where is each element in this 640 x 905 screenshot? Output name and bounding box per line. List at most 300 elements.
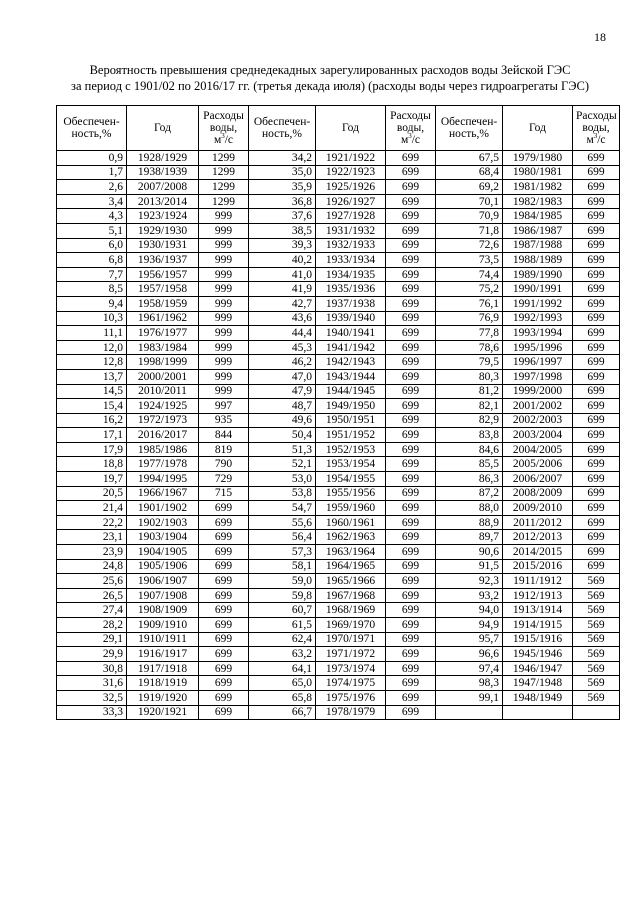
cell-flow: 999 bbox=[199, 369, 249, 384]
cell-year: 1919/1920 bbox=[127, 690, 199, 705]
cell-year bbox=[503, 705, 573, 720]
cell-year: 1933/1934 bbox=[316, 253, 386, 268]
cell-flow: 699 bbox=[386, 180, 436, 195]
cell-flow: 699 bbox=[199, 515, 249, 530]
table-row bbox=[57, 355, 620, 370]
cell-flow: 699 bbox=[573, 399, 620, 414]
cell-probability: 64,1 bbox=[249, 661, 316, 676]
cell-flow: 1299 bbox=[199, 194, 249, 209]
cell-probability: 35,9 bbox=[249, 180, 316, 195]
cell-probability: 69,2 bbox=[436, 180, 503, 195]
cell-flow: 1299 bbox=[199, 165, 249, 180]
table-row bbox=[57, 165, 620, 180]
table-row bbox=[57, 340, 620, 355]
table-row bbox=[57, 209, 620, 224]
cell-probability: 23,1 bbox=[57, 530, 127, 545]
cell-year: 1929/1930 bbox=[127, 223, 199, 238]
cell-probability: 59,0 bbox=[249, 574, 316, 589]
cell-probability: 70,1 bbox=[436, 194, 503, 209]
cell-year: 2004/2005 bbox=[503, 442, 573, 457]
cell-probability: 97,4 bbox=[436, 661, 503, 676]
table-row bbox=[57, 545, 620, 560]
title-line-2: за период с 1901/02 по 2016/17 гг. (третья декада июля) (расходы воды через гидроагрегаты ГЭС) bbox=[71, 79, 589, 93]
table-row bbox=[57, 647, 620, 662]
cell-year: 1961/1962 bbox=[127, 311, 199, 326]
table-row bbox=[57, 690, 620, 705]
cell-flow: 999 bbox=[199, 209, 249, 224]
cell-flow: 699 bbox=[386, 428, 436, 443]
cell-probability: 82,9 bbox=[436, 413, 503, 428]
table-row bbox=[57, 253, 620, 268]
cell-year: 1903/1904 bbox=[127, 530, 199, 545]
cell-probability: 12,8 bbox=[57, 355, 127, 370]
cell-flow: 699 bbox=[199, 661, 249, 676]
cell-flow: 699 bbox=[573, 457, 620, 472]
cell-probability: 40,2 bbox=[249, 253, 316, 268]
cell-year: 1916/1917 bbox=[127, 647, 199, 662]
cell-year: 1905/1906 bbox=[127, 559, 199, 574]
cell-flow bbox=[573, 705, 620, 720]
cell-probability: 44,4 bbox=[249, 326, 316, 341]
cell-flow: 699 bbox=[573, 340, 620, 355]
cell-year: 1941/1942 bbox=[316, 340, 386, 355]
cell-flow: 699 bbox=[386, 545, 436, 560]
cell-year: 1911/1912 bbox=[503, 574, 573, 589]
cell-flow: 699 bbox=[573, 530, 620, 545]
cell-probability: 2,6 bbox=[57, 180, 127, 195]
header-year: Год bbox=[127, 106, 199, 151]
cell-probability: 63,2 bbox=[249, 647, 316, 662]
cell-probability: 9,4 bbox=[57, 296, 127, 311]
table-row bbox=[57, 501, 620, 516]
cell-year: 1946/1947 bbox=[503, 661, 573, 676]
cell-probability: 14,5 bbox=[57, 384, 127, 399]
cell-probability: 61,5 bbox=[249, 618, 316, 633]
cell-year: 1992/1993 bbox=[503, 311, 573, 326]
cell-year: 1907/1908 bbox=[127, 588, 199, 603]
cell-probability: 80,3 bbox=[436, 369, 503, 384]
cell-probability: 88,9 bbox=[436, 515, 503, 530]
cell-year: 1938/1939 bbox=[127, 165, 199, 180]
cell-year: 1960/1961 bbox=[316, 515, 386, 530]
cell-probability bbox=[436, 705, 503, 720]
cell-year: 1942/1943 bbox=[316, 355, 386, 370]
cell-flow: 844 bbox=[199, 428, 249, 443]
cell-flow: 999 bbox=[199, 340, 249, 355]
cell-year: 1928/1929 bbox=[127, 151, 199, 166]
cell-flow: 699 bbox=[573, 326, 620, 341]
cell-probability: 5,1 bbox=[57, 223, 127, 238]
cell-year: 1962/1963 bbox=[316, 530, 386, 545]
cell-year: 1908/1909 bbox=[127, 603, 199, 618]
cell-probability: 12,0 bbox=[57, 340, 127, 355]
cell-flow: 999 bbox=[199, 355, 249, 370]
cell-flow: 997 bbox=[199, 399, 249, 414]
cell-probability: 96,6 bbox=[436, 647, 503, 662]
cell-year: 1978/1979 bbox=[316, 705, 386, 720]
cell-flow: 699 bbox=[199, 676, 249, 691]
cell-flow: 999 bbox=[199, 326, 249, 341]
cell-probability: 57,3 bbox=[249, 545, 316, 560]
cell-year: 1932/1933 bbox=[316, 238, 386, 253]
cell-year: 1918/1919 bbox=[127, 676, 199, 691]
cell-year: 1937/1938 bbox=[316, 296, 386, 311]
cell-probability: 21,4 bbox=[57, 501, 127, 516]
cell-probability: 32,5 bbox=[57, 690, 127, 705]
cell-flow: 999 bbox=[199, 384, 249, 399]
table-row bbox=[57, 676, 620, 691]
cell-probability: 56,4 bbox=[249, 530, 316, 545]
cell-probability: 27,4 bbox=[57, 603, 127, 618]
cell-probability: 36,8 bbox=[249, 194, 316, 209]
cell-year: 1971/1972 bbox=[316, 647, 386, 662]
cell-year: 1952/1953 bbox=[316, 442, 386, 457]
cell-probability: 41,0 bbox=[249, 267, 316, 282]
cell-year: 1909/1910 bbox=[127, 618, 199, 633]
cell-flow: 699 bbox=[386, 209, 436, 224]
cell-flow: 699 bbox=[386, 311, 436, 326]
cell-probability: 76,9 bbox=[436, 311, 503, 326]
cell-year: 1921/1922 bbox=[316, 151, 386, 166]
cell-flow: 699 bbox=[386, 282, 436, 297]
header-flow: Расходы воды, $м^3/с$ bbox=[199, 106, 249, 151]
cell-year: 2000/2001 bbox=[127, 369, 199, 384]
cell-flow: 569 bbox=[573, 588, 620, 603]
cell-flow: 790 bbox=[199, 457, 249, 472]
cell-flow: 699 bbox=[386, 486, 436, 501]
cell-flow: 569 bbox=[573, 574, 620, 589]
title-line-1: Вероятность превышения среднедекадных зарегулированных расходов воды Зейской ГЭС bbox=[89, 63, 571, 77]
cell-flow: 699 bbox=[386, 603, 436, 618]
cell-year: 1985/1986 bbox=[127, 442, 199, 457]
cell-flow: 699 bbox=[573, 253, 620, 268]
cell-year: 2002/2003 bbox=[503, 413, 573, 428]
cell-flow: 699 bbox=[386, 355, 436, 370]
cell-year: 1955/1956 bbox=[316, 486, 386, 501]
table-row bbox=[57, 486, 620, 501]
cell-year: 1947/1948 bbox=[503, 676, 573, 691]
cell-year: 2016/2017 bbox=[127, 428, 199, 443]
table-row bbox=[57, 574, 620, 589]
cell-year: 1975/1976 bbox=[316, 690, 386, 705]
cell-probability: 54,7 bbox=[249, 501, 316, 516]
cell-year: 1974/1975 bbox=[316, 676, 386, 691]
cell-flow: 699 bbox=[386, 574, 436, 589]
cell-probability: 33,3 bbox=[57, 705, 127, 720]
cell-year: 1924/1925 bbox=[127, 399, 199, 414]
table-row bbox=[57, 267, 620, 282]
cell-flow: 699 bbox=[386, 632, 436, 647]
cell-probability: 42,7 bbox=[249, 296, 316, 311]
header-probability: Обеспечен-ность,% bbox=[436, 106, 503, 151]
cell-year: 1983/1984 bbox=[127, 340, 199, 355]
cell-probability: 19,7 bbox=[57, 472, 127, 487]
document-title bbox=[40, 62, 620, 94]
cell-year: 1939/1940 bbox=[316, 311, 386, 326]
cell-probability: 50,4 bbox=[249, 428, 316, 443]
cell-probability: 39,3 bbox=[249, 238, 316, 253]
cell-probability: 16,2 bbox=[57, 413, 127, 428]
page-number: 18 bbox=[594, 30, 606, 44]
cell-year: 1972/1973 bbox=[127, 413, 199, 428]
cell-probability: 28,2 bbox=[57, 618, 127, 633]
cell-flow: 999 bbox=[199, 282, 249, 297]
probability-table bbox=[56, 105, 620, 720]
cell-year: 1910/1911 bbox=[127, 632, 199, 647]
cell-flow: 699 bbox=[386, 238, 436, 253]
cell-year: 1925/1926 bbox=[316, 180, 386, 195]
cell-probability: 62,4 bbox=[249, 632, 316, 647]
cell-year: 1944/1945 bbox=[316, 384, 386, 399]
cell-year: 1977/1978 bbox=[127, 457, 199, 472]
cell-year: 1982/1983 bbox=[503, 194, 573, 209]
cell-probability: 51,3 bbox=[249, 442, 316, 457]
table-row bbox=[57, 238, 620, 253]
cell-probability: 88,0 bbox=[436, 501, 503, 516]
cell-flow: 999 bbox=[199, 223, 249, 238]
cell-year: 1930/1931 bbox=[127, 238, 199, 253]
cell-flow: 699 bbox=[386, 530, 436, 545]
cell-flow: 699 bbox=[386, 151, 436, 166]
cell-year: 1991/1992 bbox=[503, 296, 573, 311]
table-row bbox=[57, 428, 620, 443]
cell-probability: 13,7 bbox=[57, 369, 127, 384]
cell-probability: 53,0 bbox=[249, 472, 316, 487]
cell-probability: 46,2 bbox=[249, 355, 316, 370]
cell-probability: 4,3 bbox=[57, 209, 127, 224]
cell-flow: 699 bbox=[573, 267, 620, 282]
cell-year: 1912/1913 bbox=[503, 588, 573, 603]
cell-flow: 935 bbox=[199, 413, 249, 428]
cell-year: 1913/1914 bbox=[503, 603, 573, 618]
cell-year: 1901/1902 bbox=[127, 501, 199, 516]
cell-year: 1953/1954 bbox=[316, 457, 386, 472]
cell-flow: 699 bbox=[573, 194, 620, 209]
cell-year: 1931/1932 bbox=[316, 223, 386, 238]
table-row bbox=[57, 223, 620, 238]
cell-year: 1940/1941 bbox=[316, 326, 386, 341]
cell-flow: 699 bbox=[386, 618, 436, 633]
cell-flow: 699 bbox=[199, 690, 249, 705]
cell-probability: 92,3 bbox=[436, 574, 503, 589]
cell-probability: 87,2 bbox=[436, 486, 503, 501]
cell-probability: 65,8 bbox=[249, 690, 316, 705]
cell-probability: 93,2 bbox=[436, 588, 503, 603]
cell-year: 1986/1987 bbox=[503, 223, 573, 238]
cell-flow: 699 bbox=[199, 618, 249, 633]
cell-flow: 699 bbox=[573, 296, 620, 311]
cell-probability: 37,6 bbox=[249, 209, 316, 224]
cell-year: 1914/1915 bbox=[503, 618, 573, 633]
cell-probability: 6,0 bbox=[57, 238, 127, 253]
table-row bbox=[57, 705, 620, 720]
cell-flow: 699 bbox=[573, 486, 620, 501]
header-year: Год bbox=[316, 106, 386, 151]
cell-flow: 699 bbox=[386, 705, 436, 720]
cell-flow: 819 bbox=[199, 442, 249, 457]
cell-year: 1980/1981 bbox=[503, 165, 573, 180]
cell-probability: 53,8 bbox=[249, 486, 316, 501]
cell-flow: 699 bbox=[199, 545, 249, 560]
cell-probability: 0,9 bbox=[57, 151, 127, 166]
cell-year: 1957/1958 bbox=[127, 282, 199, 297]
header-probability: Обеспечен-ность,% bbox=[249, 106, 316, 151]
cell-probability: 26,5 bbox=[57, 588, 127, 603]
cell-flow: 699 bbox=[199, 530, 249, 545]
cell-year: 1927/1928 bbox=[316, 209, 386, 224]
cell-year: 1906/1907 bbox=[127, 574, 199, 589]
cell-year: 2003/2004 bbox=[503, 428, 573, 443]
cell-year: 1967/1968 bbox=[316, 588, 386, 603]
cell-year: 1965/1966 bbox=[316, 574, 386, 589]
cell-year: 2011/2012 bbox=[503, 515, 573, 530]
cell-year: 1987/1988 bbox=[503, 238, 573, 253]
cell-flow: 699 bbox=[199, 647, 249, 662]
cell-year: 1998/1999 bbox=[127, 355, 199, 370]
cell-year: 1993/1994 bbox=[503, 326, 573, 341]
cell-flow: 699 bbox=[573, 384, 620, 399]
cell-year: 2001/2002 bbox=[503, 399, 573, 414]
table-row bbox=[57, 282, 620, 297]
cell-flow: 699 bbox=[386, 559, 436, 574]
cell-flow: 699 bbox=[573, 238, 620, 253]
cell-probability: 83,8 bbox=[436, 428, 503, 443]
cell-year: 1994/1995 bbox=[127, 472, 199, 487]
cell-probability: 15,4 bbox=[57, 399, 127, 414]
cell-probability: 55,6 bbox=[249, 515, 316, 530]
cell-probability: 30,8 bbox=[57, 661, 127, 676]
cell-probability: 75,2 bbox=[436, 282, 503, 297]
header-year: Год bbox=[503, 106, 573, 151]
cell-probability: 29,9 bbox=[57, 647, 127, 662]
table-row bbox=[57, 311, 620, 326]
cell-probability: 60,7 bbox=[249, 603, 316, 618]
cell-year: 1943/1944 bbox=[316, 369, 386, 384]
cell-probability: 20,5 bbox=[57, 486, 127, 501]
cell-flow: 699 bbox=[573, 545, 620, 560]
cell-flow: 699 bbox=[386, 457, 436, 472]
cell-flow: 699 bbox=[573, 515, 620, 530]
cell-probability: 34,2 bbox=[249, 151, 316, 166]
cell-flow: 699 bbox=[573, 209, 620, 224]
cell-probability: 71,8 bbox=[436, 223, 503, 238]
cell-year: 2012/2013 bbox=[503, 530, 573, 545]
table-row bbox=[57, 384, 620, 399]
cell-year: 2010/2011 bbox=[127, 384, 199, 399]
table-row bbox=[57, 399, 620, 414]
cell-probability: 70,9 bbox=[436, 209, 503, 224]
cell-flow: 569 bbox=[573, 603, 620, 618]
cell-year: 1988/1989 bbox=[503, 253, 573, 268]
cell-probability: 95,7 bbox=[436, 632, 503, 647]
cell-year: 1917/1918 bbox=[127, 661, 199, 676]
cell-flow: 699 bbox=[386, 326, 436, 341]
cell-flow: 699 bbox=[386, 165, 436, 180]
cell-flow: 569 bbox=[573, 632, 620, 647]
table-row bbox=[57, 194, 620, 209]
table-row bbox=[57, 442, 620, 457]
cell-probability: 90,6 bbox=[436, 545, 503, 560]
cell-probability: 31,6 bbox=[57, 676, 127, 691]
cell-year: 1935/1936 bbox=[316, 282, 386, 297]
cell-flow: 699 bbox=[199, 559, 249, 574]
cell-flow: 715 bbox=[199, 486, 249, 501]
cell-year: 2015/2016 bbox=[503, 559, 573, 574]
cell-probability: 43,6 bbox=[249, 311, 316, 326]
cell-flow: 699 bbox=[199, 588, 249, 603]
cell-flow: 569 bbox=[573, 676, 620, 691]
table-row bbox=[57, 413, 620, 428]
cell-year: 1951/1952 bbox=[316, 428, 386, 443]
cell-probability: 76,1 bbox=[436, 296, 503, 311]
cell-flow: 699 bbox=[386, 413, 436, 428]
cell-probability: 66,7 bbox=[249, 705, 316, 720]
cell-probability: 48,7 bbox=[249, 399, 316, 414]
cell-flow: 699 bbox=[386, 661, 436, 676]
cell-flow: 699 bbox=[573, 180, 620, 195]
cell-year: 1958/1959 bbox=[127, 296, 199, 311]
cell-flow: 699 bbox=[386, 340, 436, 355]
table-row bbox=[57, 180, 620, 195]
cell-flow: 699 bbox=[386, 501, 436, 516]
cell-year: 1956/1957 bbox=[127, 267, 199, 282]
cell-probability: 85,5 bbox=[436, 457, 503, 472]
cell-flow: 699 bbox=[386, 442, 436, 457]
cell-probability: 18,8 bbox=[57, 457, 127, 472]
cell-year: 1945/1946 bbox=[503, 647, 573, 662]
cell-probability: 17,1 bbox=[57, 428, 127, 443]
cell-flow: 699 bbox=[573, 559, 620, 574]
cell-probability: 59,8 bbox=[249, 588, 316, 603]
cell-flow: 699 bbox=[386, 223, 436, 238]
cell-flow: 569 bbox=[573, 647, 620, 662]
cell-probability: 91,5 bbox=[436, 559, 503, 574]
cell-year: 2005/2006 bbox=[503, 457, 573, 472]
cell-flow: 699 bbox=[386, 253, 436, 268]
table-row bbox=[57, 457, 620, 472]
cell-probability: 24,8 bbox=[57, 559, 127, 574]
cell-probability: 35,0 bbox=[249, 165, 316, 180]
cell-flow: 699 bbox=[386, 399, 436, 414]
table-row bbox=[57, 632, 620, 647]
cell-probability: 10,3 bbox=[57, 311, 127, 326]
cell-year: 1920/1921 bbox=[127, 705, 199, 720]
cell-probability: 99,1 bbox=[436, 690, 503, 705]
table-row bbox=[57, 661, 620, 676]
cell-year: 1959/1960 bbox=[316, 501, 386, 516]
cell-year: 1948/1949 bbox=[503, 690, 573, 705]
cell-flow: 699 bbox=[199, 632, 249, 647]
table-body bbox=[57, 151, 620, 720]
cell-probability: 17,9 bbox=[57, 442, 127, 457]
cell-year: 1997/1998 bbox=[503, 369, 573, 384]
cell-probability: 41,9 bbox=[249, 282, 316, 297]
table-row bbox=[57, 296, 620, 311]
cell-flow: 699 bbox=[386, 194, 436, 209]
table-row bbox=[57, 603, 620, 618]
cell-probability: 65,0 bbox=[249, 676, 316, 691]
cell-probability: 86,3 bbox=[436, 472, 503, 487]
cell-year: 1922/1923 bbox=[316, 165, 386, 180]
cell-year: 1915/1916 bbox=[503, 632, 573, 647]
cell-probability: 23,9 bbox=[57, 545, 127, 560]
cell-year: 1934/1935 bbox=[316, 267, 386, 282]
cell-probability: 3,4 bbox=[57, 194, 127, 209]
cell-flow: 699 bbox=[573, 413, 620, 428]
cell-year: 1989/1990 bbox=[503, 267, 573, 282]
cell-year: 1902/1903 bbox=[127, 515, 199, 530]
cell-flow: 699 bbox=[573, 165, 620, 180]
